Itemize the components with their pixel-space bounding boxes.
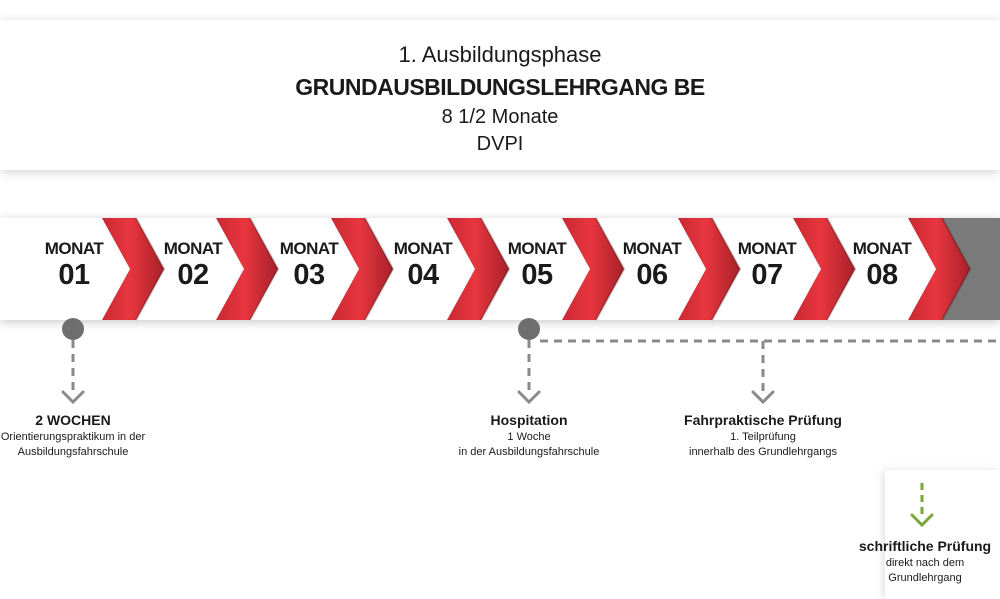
note-title: schriftliche Prüfung — [858, 538, 992, 554]
month-label: MONAT — [507, 239, 567, 258]
note-fahrpraxis — [663, 411, 863, 460]
arrow-down-icon — [63, 392, 83, 402]
month-07 — [717, 240, 817, 290]
month-05 — [487, 240, 587, 290]
phase-label: 1. Ausbildungsphase — [398, 42, 602, 67]
month-number: 01 — [58, 259, 90, 291]
timeline-marker-month-05 — [518, 318, 540, 340]
month-number: 05 — [521, 259, 553, 291]
note-hospitation — [439, 411, 619, 460]
month-number: 03 — [293, 259, 325, 291]
course-duration: 8 1/2 Monate — [441, 106, 559, 128]
course-organization: DVPI — [476, 133, 524, 155]
month-03 — [259, 240, 359, 290]
note-line: innerhalb des Grundlehrgangs — [689, 445, 837, 458]
phase-header — [0, 20, 1000, 170]
arrow-down-icon — [519, 392, 539, 402]
month-08 — [832, 240, 932, 290]
month-label: MONAT — [279, 239, 339, 258]
note-title: Hospitation — [490, 412, 568, 428]
month-number: 08 — [866, 259, 898, 291]
note-line: in der Ausbildungsfahrschule — [458, 445, 600, 458]
connector-lines — [73, 340, 1000, 392]
month-label: MONAT — [163, 239, 223, 258]
timeline-marker-month-01 — [62, 318, 84, 340]
month-number: 07 — [751, 259, 783, 291]
note-line: Ausbildungsfahrschule — [17, 445, 129, 458]
month-label: MONAT — [737, 239, 797, 258]
course-title: GRUNDAUSBILDUNGSLEHRGANG BE — [295, 74, 705, 100]
note-line: 1. Teilprüfung — [730, 430, 796, 443]
month-01 — [24, 240, 124, 290]
month-06 — [602, 240, 702, 290]
note-line: 1 Woche — [507, 430, 551, 443]
month-number: 04 — [407, 259, 439, 291]
month-number: 02 — [177, 259, 209, 291]
month-02 — [143, 240, 243, 290]
note-title: 2 WOCHEN — [35, 412, 111, 428]
note-line: Grundlehrgang — [888, 571, 962, 584]
month-label: MONAT — [622, 239, 682, 258]
month-label: MONAT — [44, 239, 104, 258]
note-line: Orientierungspraktikum in der — [0, 430, 146, 443]
note-line: direkt nach dem — [885, 556, 965, 569]
month-number: 06 — [636, 259, 668, 291]
month-label: MONAT — [852, 239, 912, 258]
arrow-down-icon — [753, 392, 773, 402]
note-schriftlich — [850, 537, 1000, 586]
note-orientierung — [0, 411, 146, 460]
month-04 — [373, 240, 473, 290]
note-title: Fahrpraktische Prüfung — [684, 412, 842, 428]
month-label: MONAT — [393, 239, 453, 258]
